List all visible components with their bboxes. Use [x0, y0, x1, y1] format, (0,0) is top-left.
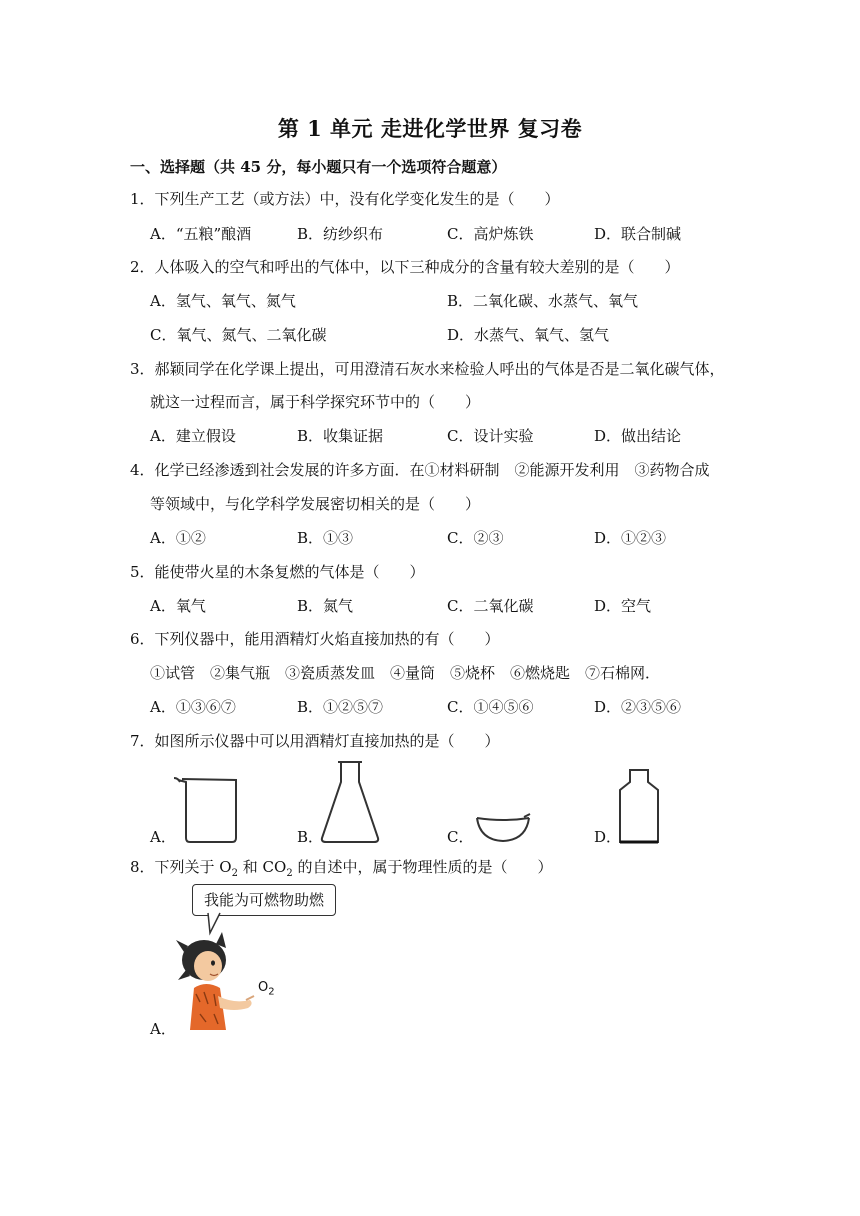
- q8-stem-part2: 和 CO: [238, 858, 287, 876]
- section-heading: 一、选择题（共 45 分，每小题只有一个选项符合题意）: [130, 158, 507, 176]
- q4-option-d: D．①②③: [594, 529, 667, 547]
- q8-subscript-2: 2: [286, 868, 293, 879]
- page-title: 第 1 单元 走进化学世界 复习卷: [277, 116, 583, 141]
- q2-option-c: C．氧气、氮气、二氧化碳: [150, 326, 327, 344]
- q6-option-c: C．①④⑤⑥: [447, 698, 534, 716]
- conical-flask-icon: [318, 758, 382, 846]
- q5-option-d: D．空气: [594, 597, 652, 615]
- beaker-icon: [172, 774, 242, 846]
- q8-stem-part3: 的自述中，属于物理性质的是（ ）: [292, 858, 553, 876]
- q4-option-a: A．①②: [150, 529, 206, 547]
- q3-option-c: C．设计实验: [447, 427, 534, 445]
- q1-option-c: C．高炉炼铁: [447, 225, 534, 243]
- question-6-stem: 6．下列仪器中，能用酒精灯火焰直接加热的有（ ）: [130, 630, 500, 648]
- girl-character-icon: [176, 930, 256, 1032]
- question-3-stem-line2: 就这一过程而言，属于科学探究环节中的（ ）: [150, 393, 481, 411]
- q7-option-a: A．: [150, 828, 176, 846]
- evaporating-dish-icon: [474, 812, 532, 844]
- question-3-stem-line1: 3．郝颖同学在化学课上提出，可用澄清石灰水来检验人呼出的气体是否是二氧化碳气体，: [130, 360, 725, 378]
- gas-bottle-icon: [616, 766, 662, 846]
- q5-option-a: A．氧气: [150, 597, 206, 615]
- q7-option-d: D．: [594, 828, 622, 846]
- q7-option-b: B．: [297, 828, 324, 846]
- question-4-stem-line2: 等领域中，与化学科学发展密切相关的是（ ）: [150, 495, 481, 513]
- speech-bubble: 我能为可燃物助燃: [192, 884, 336, 916]
- q6-option-d: D．②③⑤⑥: [594, 698, 682, 716]
- q3-option-a: A．建立假设: [150, 427, 236, 445]
- q1-option-a: A．“五粮”酿酒: [150, 225, 252, 243]
- question-6-items: ①试管 ②集气瓶 ③瓷质蒸发皿 ④量筒 ⑤烧杯 ⑥燃烧匙 ⑦石棉网．: [150, 664, 661, 682]
- q5-option-c: C．二氧化碳: [447, 597, 534, 615]
- q3-option-d: D．做出结论: [594, 427, 682, 445]
- q6-option-a: A．①③⑥⑦: [150, 698, 236, 716]
- question-7-stem: 7．如图所示仪器中可以用酒精灯直接加热的是（ ）: [130, 732, 500, 750]
- q8-option-a: A．: [150, 1020, 176, 1038]
- question-8-stem: [130, 856, 552, 885]
- o2-subscript: 2: [268, 986, 275, 998]
- q8-subscript-1: 2: [231, 868, 238, 879]
- q1-option-d: D．联合制碱: [594, 225, 682, 243]
- q4-option-b: B．①③: [297, 529, 354, 547]
- q2-option-b: B．二氧化碳、水蒸气、氧气: [447, 292, 639, 310]
- q7-option-c: C．: [447, 828, 474, 846]
- question-5-stem: 5．能使带火星的木条复燃的气体是（ ）: [130, 563, 425, 581]
- o2-symbol: O: [258, 980, 269, 995]
- o2-label: [258, 980, 275, 998]
- q2-option-d: D．水蒸气、氧气、氢气: [447, 326, 610, 344]
- question-2-stem: 2．人体吸入的空气和呼出的气体中，以下三种成分的含量有较大差别的是（ ）: [130, 258, 680, 276]
- q4-option-c: C．②③: [447, 529, 504, 547]
- q6-option-b: B．①②⑤⑦: [297, 698, 384, 716]
- q3-option-b: B．收集证据: [297, 427, 384, 445]
- q8-stem-part1: 8．下列关于 O: [130, 858, 232, 876]
- question-4-stem-line1: 4．化学已经渗透到社会发展的许多方面．在①材料研制 ②能源开发利用 ③药物合成: [130, 461, 710, 479]
- question-1-stem: 1．下列生产工艺（或方法）中，没有化学变化发生的是（ ）: [130, 190, 560, 208]
- q5-option-b: B．氮气: [297, 597, 354, 615]
- q2-option-a: A．氢气、氧气、氮气: [150, 292, 296, 310]
- q1-option-b: B．纺纱织布: [297, 225, 384, 243]
